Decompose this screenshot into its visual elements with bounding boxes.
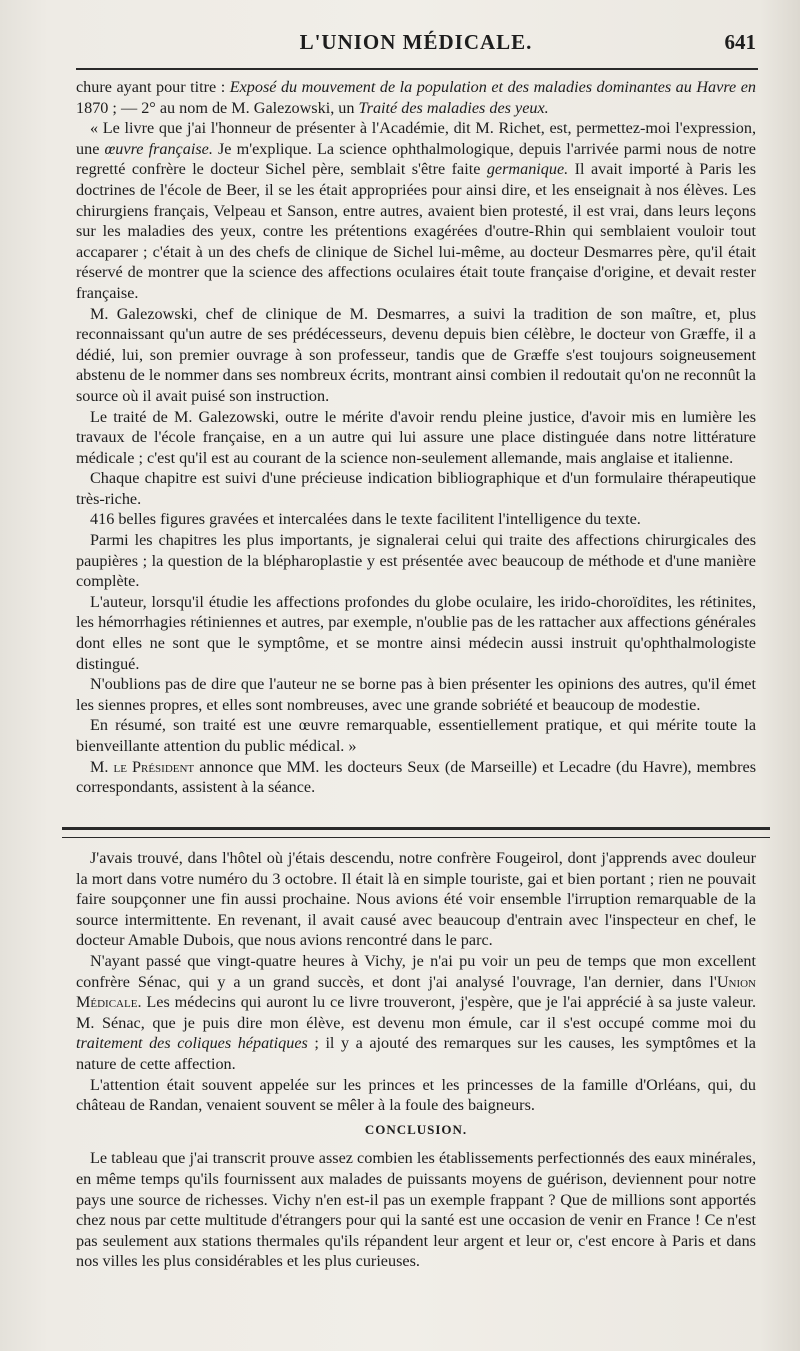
header-rule (76, 68, 758, 70)
paragraph: L'auteur, lorsqu'il étudie les affections profondes du globe oculaire, les irido-choroïdites, les rétinites, les hémorrhagies rétiniennes et autres, par exemple, n'oublie pas de les rattacher aux affections générales dont elles ne sont que le symptôme, et se montre ainsi médecin aussi instruit qu'ophthalmologiste distingué. (76, 592, 756, 673)
paragraph: En résumé, son traité est une œuvre remarquable, essentiellement pratique, et qui mérite toute la bienveillante attention du public médical. » (76, 716, 756, 755)
paragraph: 416 belles figures gravées et intercalées dans le texte facilitent l'intelligence du texte. (90, 510, 641, 529)
text-span: 1870 ; — 2° au nom de M. Galezowski, un (76, 98, 359, 117)
text-span: chure ayant pour titre : (76, 78, 230, 96)
paragraph (76, 77, 756, 118)
paragraph: Le traité de M. Galezowski, outre le mérite d'avoir rendu pleine justice, d'avoir mis en lumière les travaux de l'école française, en a un autre qui lui assure une place distinguée dans notre littérature médicale ; c'est qu'il est au courant de la science non-seulement allemande, mais anglaise et italienne. (76, 407, 756, 467)
italic-phrase: œuvre française. (104, 139, 213, 158)
vichy-letter-section (76, 848, 756, 1272)
section-divider (62, 827, 770, 838)
running-title: L'UNION MÉDICALE. (299, 30, 533, 54)
text-span: N'ayant passé que vingt-quatre heures à Vichy, je n'ai pu voir un peu de temps que mon excellent confrère Sénac, qui y a un grand succès, et dont j'ai analysé l'ouvrage, l'an dernier, dans l' (76, 951, 756, 991)
text-span: annonce que MM. les docteurs Seux (de Marseille) et Lecadre (du Havre), membres correspondants, assistent à la séance. (76, 757, 756, 797)
text-span: ; il y a ajouté des remarques sur les causes, les symptômes et la nature de cette affection. (76, 1034, 756, 1073)
italic-title: Traité des maladies des yeux. (358, 98, 549, 117)
paragraph: N'oublions pas de dire que l'auteur ne se borne pas à bien présenter les opinions des autres, qu'il émet les siennes propres, et elles sont nombreuses, avec une grande sobriété et beaucoup de modestie. (76, 675, 756, 714)
paragraph: M. Galezowski, chef de clinique de M. Desmarres, a suivi la tradition de son maître, et, plus reconnaissant qu'un autre de ses prédécesseurs, devenu depuis bien célèbre, le docteur von Græffe, il a dédié, lui, son premier ouvrage à son professeur, tandis que de Græffe s'est toujours soigneusement abstenu de le nommer dans ses nombreux écrits, montrant ainsi combien il redoutait qu'on ne reconnût la source où il avait puisé son instruction. (76, 304, 756, 405)
text-span: . Les médecins qui auront lu ce livre trouveront, j'espère, que je l'ai apprécié à sa juste valeur. M. Sénac, que je puis dire mon élève, est devenu mon émule, car il s'est occupé comme moi du (76, 993, 756, 1032)
paragraph: Le tableau que j'ai transcrit prouve assez combien les établissements perfectionnés des eaux minérales, en même temps qu'ils fournissent aux malades de puissants moyens de guérison, deviennent pour notre pays une source de richesses. Vichy n'en est-il pas un exemple frappant ? Que de millions sont apportés chez nous par cette multitude d'étrangers pour qui la santé est une occasion de venir en France ! Ce n'est pas seulement aux stations thermales qu'ils répandent leur argent et leur or, c'est encore à Paris et dans nos villes les plus considérables et les plus curieuses. (76, 1149, 756, 1271)
paragraph (76, 757, 756, 798)
page-header (76, 30, 756, 62)
paragraph (76, 118, 756, 303)
paragraph: Parmi les chapitres les plus importants, je signalerai celui qui traite des affections chirurgicales des paupières ; la question de la blépharoplastie y est présentée avec beaucoup de méthode et d'une manière complète. (76, 531, 756, 591)
text-span: « Le livre que j'ai l'honneur de présenter à l'Académie, dit M. Richet, est, permettez-moi l'expression, une (76, 119, 756, 158)
italic-title: traitement des coliques hépatiques (76, 1034, 308, 1053)
journal-name: Union Médicale (76, 972, 756, 1012)
paragraph (76, 951, 756, 1075)
text-span: Il avait importé à Paris les doctrines de l'école de Beer, il se les était appropriées pour ainsi dire, et les enseignait à nos élèves. Les chirurgiens français, Velpeau et Sanson, entre autres, avaient bien protesté, il est vrai, dans leurs leçons sur les maladies des yeux, contre les prétentions exagérées d'outre-Rhin qui semblaient vouloir tout accaparer ; c'était à un des chefs de clinique de Sichel lui-même, au docteur Desmarres père, qu'il était réservé de montrer que la science des affections oculaires était toute française d'origine, et devait rester française. (76, 160, 756, 302)
paragraph: Chaque chapitre est suivi d'une précieuse indication bibliographique et d'un formulaire thérapeutique très-riche. (76, 469, 756, 508)
italic-title: Exposé du mouvement de la population et des maladies dominantes au Havre en (229, 78, 756, 96)
paragraph: J'avais trouvé, dans l'hôtel où j'étais descendu, notre confrère Fougeirol, dont j'apprends avec douleur la mort dans votre numéro du 3 octobre. Il était là en simple touriste, gai et bien portant ; rien ne pouvait faire soupçonner une fin aussi prochaine. Nous avions été voir ensemble l'irruption remarquable de la source intermittente. En revenant, il avait causé avec beaucoup d'entrain avec l'inspecteur en chef, le docteur Amable Dubois, que nous avions rencontré dans le parc. (76, 849, 756, 950)
text-span: Je m'explique. La science ophthalmologique, depuis l'arrivée parmi nous de notre regretté confrère le docteur Sichel père, semblait s'être faite (76, 139, 756, 179)
page-number: 641 (724, 30, 756, 54)
paragraph: L'attention était souvent appelée sur les princes et les princesses de la famille d'Orléans, qui, du château de Randan, venaient souvent se mêler à la foule des baigneurs. (76, 1075, 756, 1115)
conclusion-heading: CONCLUSION. (364, 1121, 468, 1137)
small-caps-title: le Président (113, 757, 195, 776)
text-span: M. (90, 757, 114, 776)
academy-report-section (76, 77, 756, 798)
italic-phrase: germanique. (486, 160, 569, 179)
